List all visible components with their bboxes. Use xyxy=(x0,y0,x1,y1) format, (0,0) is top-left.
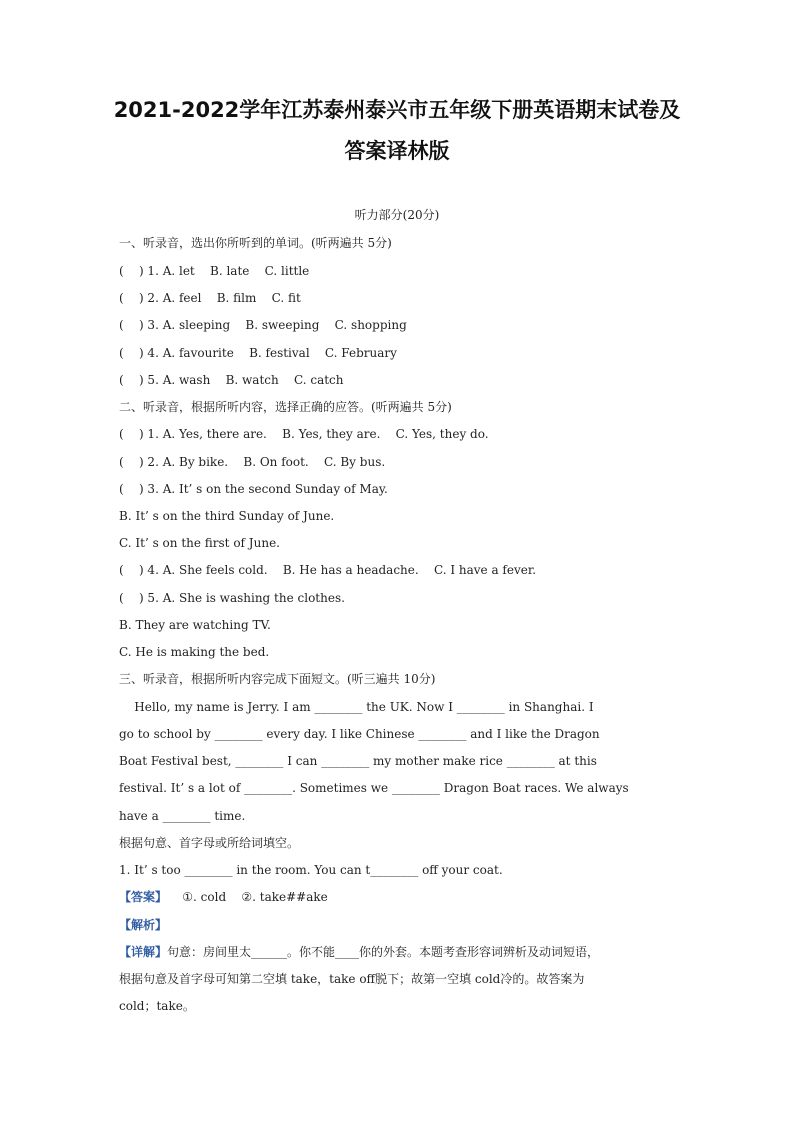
part2-item: C. He is making the bed. xyxy=(119,645,270,659)
part3-passage-line: festival. It’ s a lot of ________. Sometimes we ________ Dragon Boat races. We always xyxy=(119,781,629,795)
answer-label: 【答案】 xyxy=(119,890,168,904)
detail-line: 句意：房间里太______。你不能____你的外套。本题考查形容词辨析及动词短语， xyxy=(167,945,600,959)
part2-item: B. It’ s on the third Sunday of June. xyxy=(119,509,335,523)
document-title-line-1: 2021-2022学年江苏泰州泰兴市五年级下册英语期末试卷及 xyxy=(113,98,681,122)
detail-label: 【详解】 xyxy=(119,945,168,959)
answer-row xyxy=(119,889,328,905)
part2-heading: 二、听录音，根据所听内容，选择正确的应答。(听两遍共 5分) xyxy=(119,400,452,414)
detail-row xyxy=(119,944,599,960)
detail-line: cold；take。 xyxy=(119,999,195,1013)
part1-item: ( ) 4. A. favourite B. festival C. February xyxy=(119,346,397,360)
part2-item: ( ) 4. A. She feels cold. B. He has a headache. C. I have a fever. xyxy=(119,563,537,577)
part2-item: ( ) 2. A. By bike. B. On foot. C. By bus. xyxy=(119,455,386,469)
part1-item: ( ) 2. A. feel B. film C. fit xyxy=(119,291,301,305)
part1-item: ( ) 3. A. sleeping B. sweeping C. shopping xyxy=(119,318,407,332)
part2-item: ( ) 3. A. It’ s on the second Sunday of May. xyxy=(119,482,388,496)
part3-heading: 三、听录音，根据所听内容完成下面短文。(听三遍共 10分) xyxy=(119,672,436,686)
analysis-label-text: 【解析】 xyxy=(119,918,168,932)
document-title-line-2: 答案译林版 xyxy=(344,139,450,163)
analysis-label xyxy=(119,917,167,933)
part4-question: 1. It’ s too ________ in the room. You can t________ off your coat. xyxy=(119,863,503,877)
part3-passage-line: Hello, my name is Jerry. I am ________ the UK. Now I ________ in Shanghai. I xyxy=(119,700,594,714)
part2-item: ( ) 5. A. She is washing the clothes. xyxy=(119,591,345,605)
part2-item: B. They are watching TV. xyxy=(119,618,271,632)
part3-passage-line: have a ________ time. xyxy=(119,809,246,823)
part2-item: ( ) 1. A. Yes, there are. B. Yes, they are. C. Yes, they do. xyxy=(119,427,489,441)
part2-item: C. It’ s on the first of June. xyxy=(119,536,280,550)
part1-item: ( ) 1. A. let B. late C. little xyxy=(119,264,310,278)
part1-item: ( ) 5. A. wash B. watch C. catch xyxy=(119,373,344,387)
part3-passage-line: Boat Festival best, ________ I can ________ my mother make rice ________ at this xyxy=(119,754,597,768)
detail-line: 根据句意及首字母可知第二空填 take，take off脱下；故第一空填 cold冷的。故答案为 xyxy=(119,972,585,986)
part1-heading: 一、听录音，选出你所听到的单词。(听两遍共 5分) xyxy=(119,236,392,250)
part4-heading: 根据句意、首字母或所给词填空。 xyxy=(119,836,300,850)
answer-text: ①. cold ②. take##ake xyxy=(167,890,328,904)
section-header: 听力部分(20分) xyxy=(354,208,440,222)
part3-passage-line: go to school by ________ every day. I like Chinese ________ and I like the Dragon xyxy=(119,727,600,741)
